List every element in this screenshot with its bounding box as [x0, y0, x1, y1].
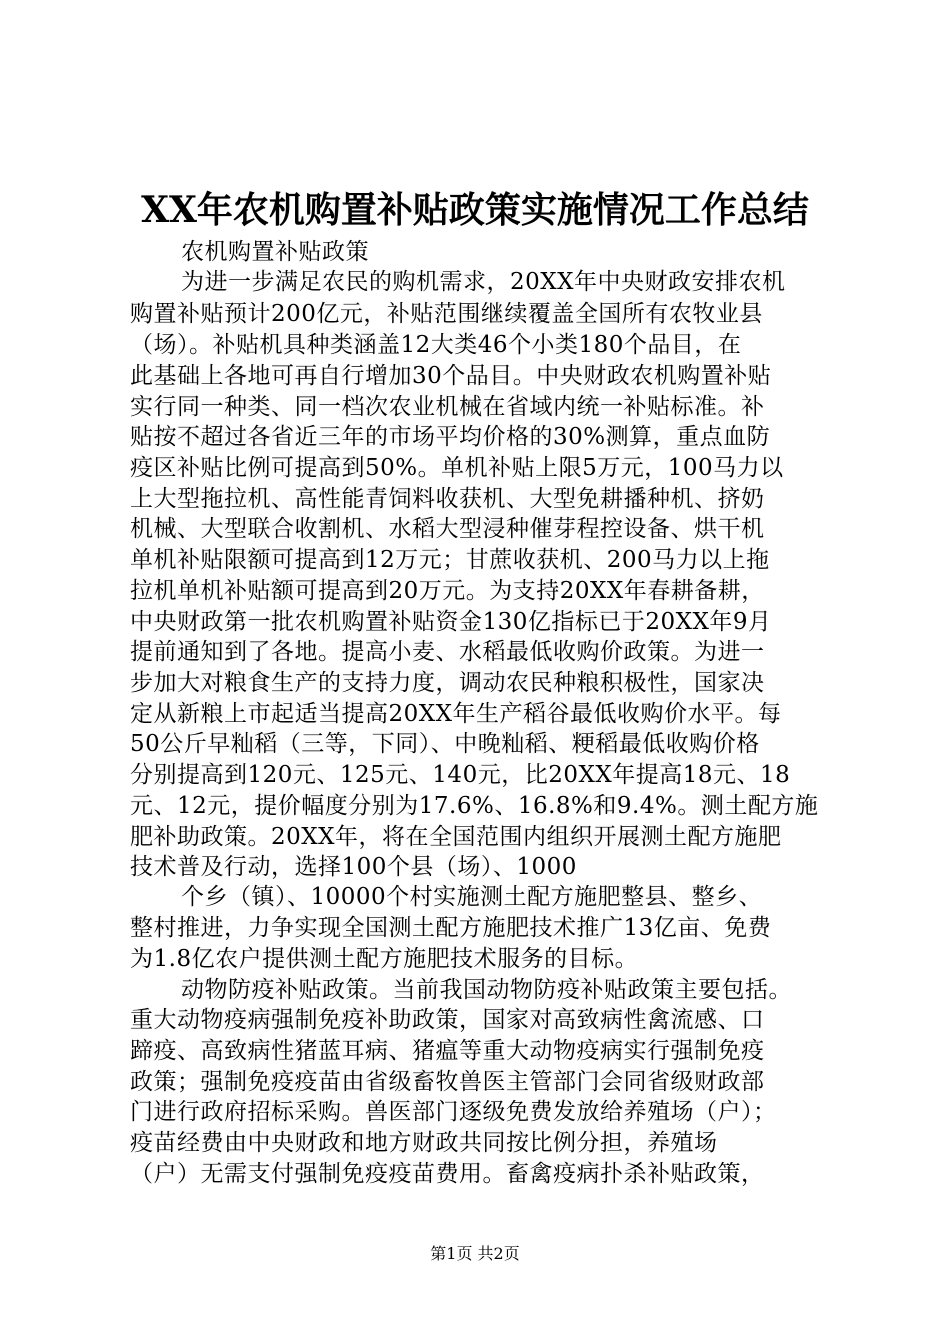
body-line: 50公斤早籼稻（三等，下同）、中晚籼稻、粳稻最低收购价格	[130, 731, 760, 757]
body-line: （户）无需支付强制免疫疫苗费用。畜禽疫病扑杀补贴政策，	[130, 1161, 765, 1187]
body-line: 定从新粮上市起适当提高20XX年生产稻谷最低收购价水平。每	[130, 701, 782, 727]
body-line: 购置补贴预计200亿元，补贴范围继续覆盖全国所有农牧业县	[130, 301, 763, 327]
body-line: 动物防疫补贴政策。当前我国动物防疫补贴政策主要包括。	[181, 977, 792, 1003]
body-line: 为进一步满足农民的购机需求，20XX年中央财政安排农机	[181, 269, 786, 295]
body-line: （场）。补贴机具种类涵盖12大类46个小类180个品目，在	[130, 332, 742, 358]
body-line: 提前通知到了各地。提高小麦、水稻最低收购价政策。为进一	[130, 639, 765, 665]
document-title: XX年农机购置补贴政策实施情况工作总结	[141, 189, 809, 231]
page-footer: 第1页 共2页	[430, 1244, 520, 1263]
body-line: 门进行政府招标采购。兽医部门逐级免费发放给养殖场（户）；	[130, 1099, 777, 1125]
body-line: 此基础上各地可再自行增加30个品目。中央财政农机购置补贴	[130, 363, 772, 389]
body-line: 贴按不超过各省近三年的市场平均价格的30%测算，重点血防	[130, 424, 771, 450]
body-line: 元、12元，提价幅度分别为17.6%、16.8%和9.4%。测土配方施	[130, 793, 819, 819]
body-line: 重大动物疫病强制免疫补助政策，国家对高致病性禽流感、口	[130, 1007, 765, 1033]
body-line: 单机补贴限额可提高到12万元；甘蔗收获机、200马力以上拖	[130, 547, 770, 573]
body-line: 上大型拖拉机、高性能青饲料收获机、大型免耕播种机、挤奶	[130, 486, 765, 512]
body-line: 蹄疫、高致病性猪蓝耳病、猪瘟等重大动物疫病实行强制免疫	[130, 1038, 765, 1064]
body-line: 肥补助政策。20XX年，将在全国范围内组织开展测土配方施肥	[130, 824, 782, 850]
body-line: 步加大对粮食生产的支持力度，调动农民种粮积极性，国家决	[130, 670, 765, 696]
body-line: 中央财政第一批农机购置补贴资金130亿指标已于20XX年9月	[130, 609, 772, 635]
body-line: 整村推进，力争实现全国测土配方施肥技术推广13亿亩、免费	[130, 915, 772, 941]
body-line: 分别提高到120元、125元、140元，比20XX年提高18元、18	[130, 762, 791, 788]
body-line: 机械、大型联合收割机、水稻大型浸种催芽程控设备、烘干机	[130, 516, 765, 542]
body-line: 个乡（镇）、10000个村实施测土配方施肥整县、整乡、	[181, 884, 763, 910]
body-line: 拉机单机补贴额可提高到20万元。为支持20XX年春耕备耕，	[130, 578, 765, 604]
body-line: 为1.8亿农户提供测土配方施肥技术服务的目标。	[130, 946, 639, 972]
body-line: 疫区补贴比例可提高到50%。单机补贴上限5万元，100马力以	[130, 455, 784, 481]
body-line: 技术普及行动，选择100个县（场）、1000	[130, 854, 577, 880]
body-line: 疫苗经费由中央财政和地方财政共同按比例分担，养殖场	[130, 1130, 718, 1156]
body-line: 政策；强制免疫疫苗由省级畜牧兽医主管部门会同省级财政部	[130, 1069, 765, 1095]
body-line: 农机购置补贴政策	[181, 239, 369, 265]
body-line: 实行同一种类、同一档次农业机械在省域内统一补贴标准。补	[130, 394, 765, 420]
